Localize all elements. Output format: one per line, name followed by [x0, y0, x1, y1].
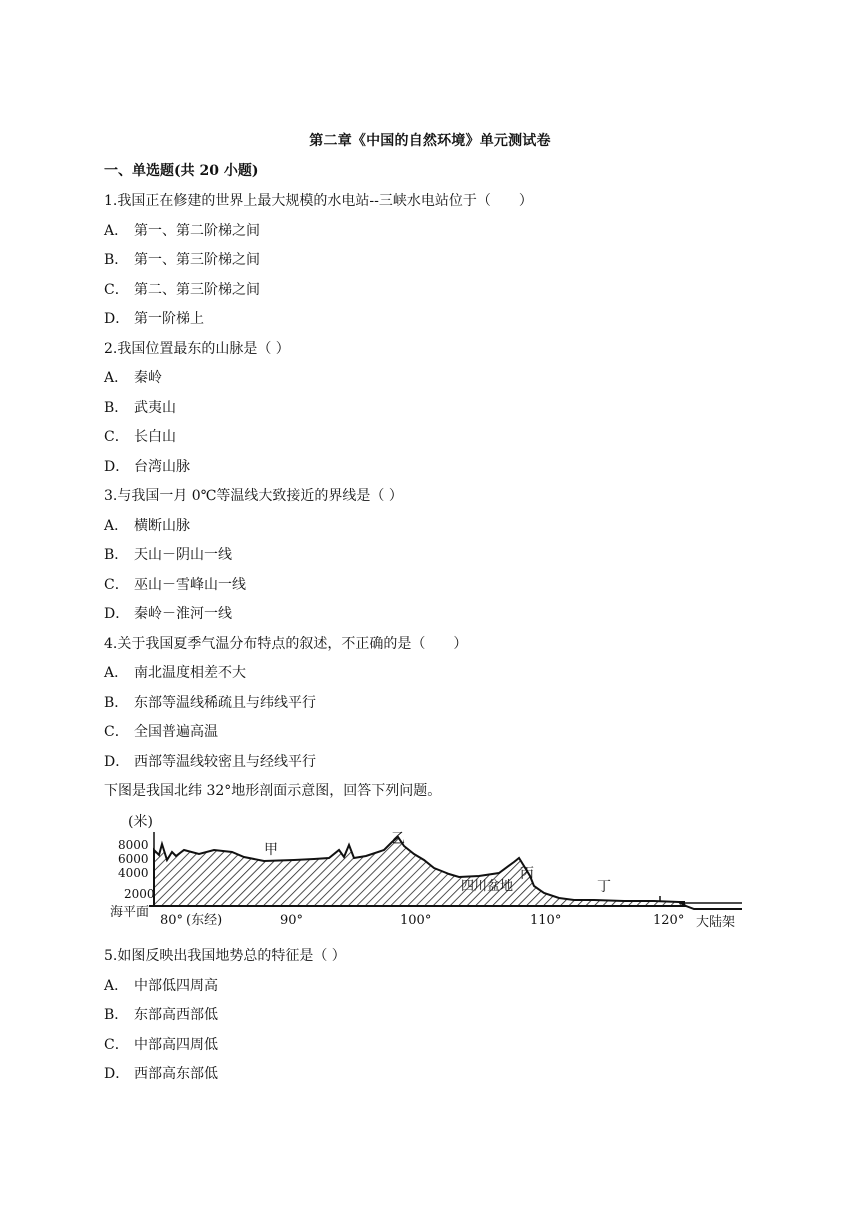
longitude-80: 80°	[160, 913, 184, 928]
q3-option-a: A． 横断山脉	[104, 518, 190, 534]
longitude-100: 100°	[400, 913, 432, 928]
q5-option-c: C． 中部高四周低	[104, 1037, 218, 1053]
mark-jia: 甲	[264, 842, 278, 858]
section-heading: 一、单选题(共 20 小题)	[104, 163, 259, 179]
q4-option-d: D． 西部等温线较密且与经线平行	[104, 754, 316, 770]
elevation-tick-4000: 4000	[118, 866, 149, 880]
q5-option-b: B． 东部高西部低	[104, 1007, 218, 1023]
q2-option-a: A． 秦岭	[104, 370, 162, 386]
q2-option-b: B． 武夷山	[104, 400, 176, 416]
mark-sichuan-basin: 四川盆地	[461, 879, 514, 894]
sea-level-label: 海平面	[110, 905, 150, 920]
mark-yi: 乙	[391, 831, 405, 847]
q2-option-d: D． 台湾山脉	[104, 459, 190, 475]
terrain-area	[154, 837, 684, 906]
q1-option-d: D． 第一阶梯上	[104, 311, 204, 327]
mark-bing: 丙	[520, 866, 534, 882]
question-2-stem: 2.我国位置最东的山脉是（ ）	[104, 341, 290, 357]
q3-option-b: B． 天山－阴山一线	[104, 547, 232, 563]
q5-option-d: D． 西部高东部低	[104, 1066, 218, 1082]
mark-ding: 丁	[597, 879, 611, 895]
q4-option-a: A． 南北温度相差不大	[104, 665, 246, 681]
q3-option-d: D． 秦岭－淮河一线	[104, 606, 232, 622]
longitude-90: 90°	[280, 913, 304, 928]
elevation-unit: (米)	[128, 814, 153, 830]
q1-option-c: C． 第二、第三阶梯之间	[104, 282, 260, 298]
longitude-120: 120°	[653, 913, 685, 928]
q5-option-a: A． 中部低四周高	[104, 978, 218, 994]
page-title: 第二章《中国的自然环境》单元测试卷	[309, 133, 551, 149]
question-3-stem: 3.与我国一月 0℃等温线大致接近的界线是（ ）	[104, 488, 403, 504]
figure-intro: 下图是我国北纬 32°地形剖面示意图，回答下列问题。	[104, 783, 442, 799]
question-1-stem: 1.我国正在修建的世界上最大规模的水电站--三峡水电站位于（ ）	[104, 193, 533, 209]
question-4-stem: 4.关于我国夏季气温分布特点的叙述，不正确的是（ ）	[104, 636, 468, 652]
q4-option-b: B． 东部等温线稀疏且与纬线平行	[104, 695, 316, 711]
east-longitude-label: (东经)	[186, 913, 223, 928]
q1-option-b: B． 第一、第三阶梯之间	[104, 252, 260, 268]
elevation-tick-2000: 2000	[124, 887, 155, 901]
q3-option-c: C． 巫山－雪峰山一线	[104, 577, 246, 593]
terrain-profile-figure	[104, 810, 754, 935]
elevation-tick-6000: 6000	[118, 852, 149, 866]
terrain-profile-svg	[104, 810, 754, 935]
question-5-stem: 5.如图反映出我国地势总的特征是（ ）	[104, 948, 346, 964]
q2-option-c: C． 长白山	[104, 429, 176, 445]
q4-option-c: C． 全国普遍高温	[104, 724, 218, 740]
q1-option-a: A． 第一、第二阶梯之间	[104, 223, 260, 239]
continental-shelf-label: 大陆架	[696, 915, 736, 930]
elevation-tick-8000: 8000	[118, 838, 149, 852]
longitude-110: 110°	[530, 913, 562, 928]
